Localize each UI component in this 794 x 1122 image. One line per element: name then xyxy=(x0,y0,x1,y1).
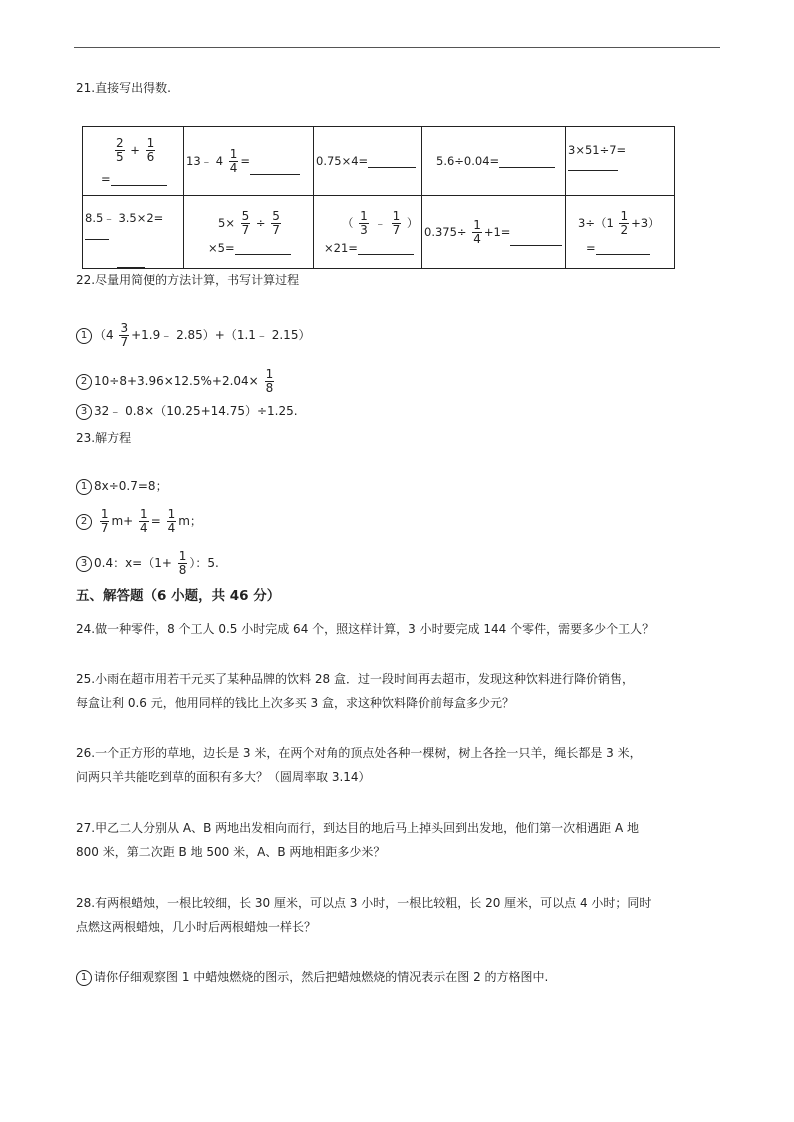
q21-cell-2-3: （ $\frac{1}{3}$ ﹣ $\frac{1}{7}$ ） ×21= xyxy=(314,196,422,269)
q27-line-2: 800 米，第二次距 B 地 500 米，A、B 两地相距多少米？ xyxy=(76,845,386,859)
fraction: $\frac{1}{3}$ xyxy=(360,208,368,237)
fraction: $\frac{1}{8}$ xyxy=(265,367,274,395)
answer-blank[interactable] xyxy=(368,167,416,168)
q28-line-2: 点燃这两根蜡烛，几小时后两根蜡烛一样长？ xyxy=(76,920,317,934)
q22-title: 22.尽量用简便的方法计算，书写计算过程 xyxy=(76,273,300,287)
circled-number: 3 xyxy=(76,404,92,420)
fraction: $\frac{3}{7}$ xyxy=(120,321,129,349)
answer-blank[interactable] xyxy=(596,254,650,255)
q23-item-2: 2 $\frac{1}{7}$ m+ $\frac{1}{4}$ = $\frac{1}{4}$ m； xyxy=(76,508,202,535)
q25-line-1: 25.小雨在超市用若干元买了某种品牌的饮料 28 盒．过一段时间再去超市，发现这种饮料进行降价销售， xyxy=(76,672,634,686)
q22-item-1: 1 （4 $\frac{3}{7}$ +1.9﹣ 2.85）+（1.1﹣ 2.15） xyxy=(76,322,310,349)
answer-blank[interactable] xyxy=(250,174,300,175)
fraction: $\frac{1}{4}$ xyxy=(167,507,176,535)
q23-item-3: 3 0.4：x=（1+ $\frac{1}{8}$ ）：5. xyxy=(76,550,219,577)
fraction: $\frac{1}{4}$ xyxy=(229,146,238,175)
q24-text: 24.做一种零件，8 个工人 0.5 小时完成 64 个，照这样计算，3 小时要完成 144 个零件，需要多少个工人？ xyxy=(76,622,655,636)
circled-number: 2 xyxy=(76,374,92,390)
q23-item-1: 1 8x÷0.7=8； xyxy=(76,478,168,495)
q21-cell-1-3: 0.75×4= xyxy=(314,127,422,196)
q21-title: 21.直接写出得数. xyxy=(76,81,171,95)
section-5-heading: 五、解答题（6 小题，共 46 分） xyxy=(76,588,281,604)
fraction: $\frac{1}{4}$ xyxy=(473,217,481,246)
q21-table xyxy=(82,126,675,269)
fraction: $\frac{5}{7}$ xyxy=(241,208,250,237)
circled-number: 1 xyxy=(76,970,92,986)
q21-cell-2-2: 5× $\frac{5}{7}$ ÷ $\frac{5}{7}$ ×5= xyxy=(184,196,314,269)
fraction: $\frac{2}{5}$ xyxy=(116,135,124,164)
circled-number: 3 xyxy=(76,556,92,572)
circled-number: 1 xyxy=(76,479,92,495)
q21-cell-1-4: 5.6÷0.04= xyxy=(422,127,566,196)
circled-number: 2 xyxy=(76,514,92,530)
answer-blank[interactable] xyxy=(499,167,555,168)
answer-blank[interactable] xyxy=(568,170,618,171)
q23-title: 23.解方程 xyxy=(76,431,132,445)
fraction: $\frac{1}{2}$ xyxy=(620,208,629,237)
answer-blank[interactable] xyxy=(235,254,291,255)
q21-cell-2-5: 3÷（1 $\frac{1}{2}$ +3） = xyxy=(566,196,675,269)
q28-line-1: 28.有两根蜡烛，一根比较细，长 30 厘米，可以点 3 小时，一根比较粗，长 20 厘米，可以点 4 小时；同时 xyxy=(76,896,652,910)
q21-cell-1-5: 3×51÷7= xyxy=(566,127,675,196)
q21-cell-1-1: $\frac{2}{5}$ + $\frac{1}{6}$ = xyxy=(83,127,184,196)
q26-line-2: 问两只羊共能吃到草的面积有多大？（圆周率取 3.14） xyxy=(76,770,371,784)
header-rule xyxy=(74,47,720,48)
fraction: $\frac{1}{7}$ xyxy=(392,208,401,237)
q28-sub-1: 1 请你仔细观察图 1 中蜡烛燃烧的图示，然后把蜡烛燃烧的情况表示在图 2 的方格图中. xyxy=(76,969,548,986)
q22-item-3: 3 32﹣ 0.8×（10.25+14.75）÷1.25. xyxy=(76,403,298,420)
answer-blank[interactable] xyxy=(510,245,562,246)
q26-line-1: 26.一个正方形的草地，边长是 3 米，在两个对角的顶点处各种一棵树，树上各拴一只羊，绳长都是 3 米， xyxy=(76,746,642,760)
fraction: $\frac{1}{4}$ xyxy=(140,507,148,535)
answer-blank[interactable] xyxy=(117,267,145,268)
fraction: $\frac{1}{8}$ xyxy=(178,549,187,577)
q21-cell-2-4: 0.375÷ $\frac{1}{4}$ +1= xyxy=(422,196,566,269)
fraction: $\frac{5}{7}$ xyxy=(272,208,280,237)
q21-cell-1-2: 13﹣ 4 $\frac{1}{4}$ = xyxy=(184,127,314,196)
answer-blank[interactable] xyxy=(85,239,109,240)
fraction: $\frac{1}{6}$ xyxy=(146,135,155,164)
answer-blank[interactable] xyxy=(358,254,414,255)
fraction: $\frac{1}{7}$ xyxy=(100,507,109,535)
q22-item-2: 2 10÷8+3.96×12.5%+2.04× $\frac{1}{8}$ xyxy=(76,368,276,395)
q27-line-1: 27.甲乙二人分别从 A、B 两地出发相向而行，到达目的地后马上掉头回到出发地，他们第一次相遇距 A 地 xyxy=(76,821,639,835)
circled-number: 1 xyxy=(76,328,92,344)
answer-blank[interactable] xyxy=(111,185,167,186)
q21-cell-2-1: 8.5﹣ 3.5×2= xyxy=(83,196,184,269)
q25-line-2: 每盒让利 0.6 元，他用同样的钱比上次多买 3 盒，求这种饮料降价前每盒多少元？ xyxy=(76,696,514,710)
